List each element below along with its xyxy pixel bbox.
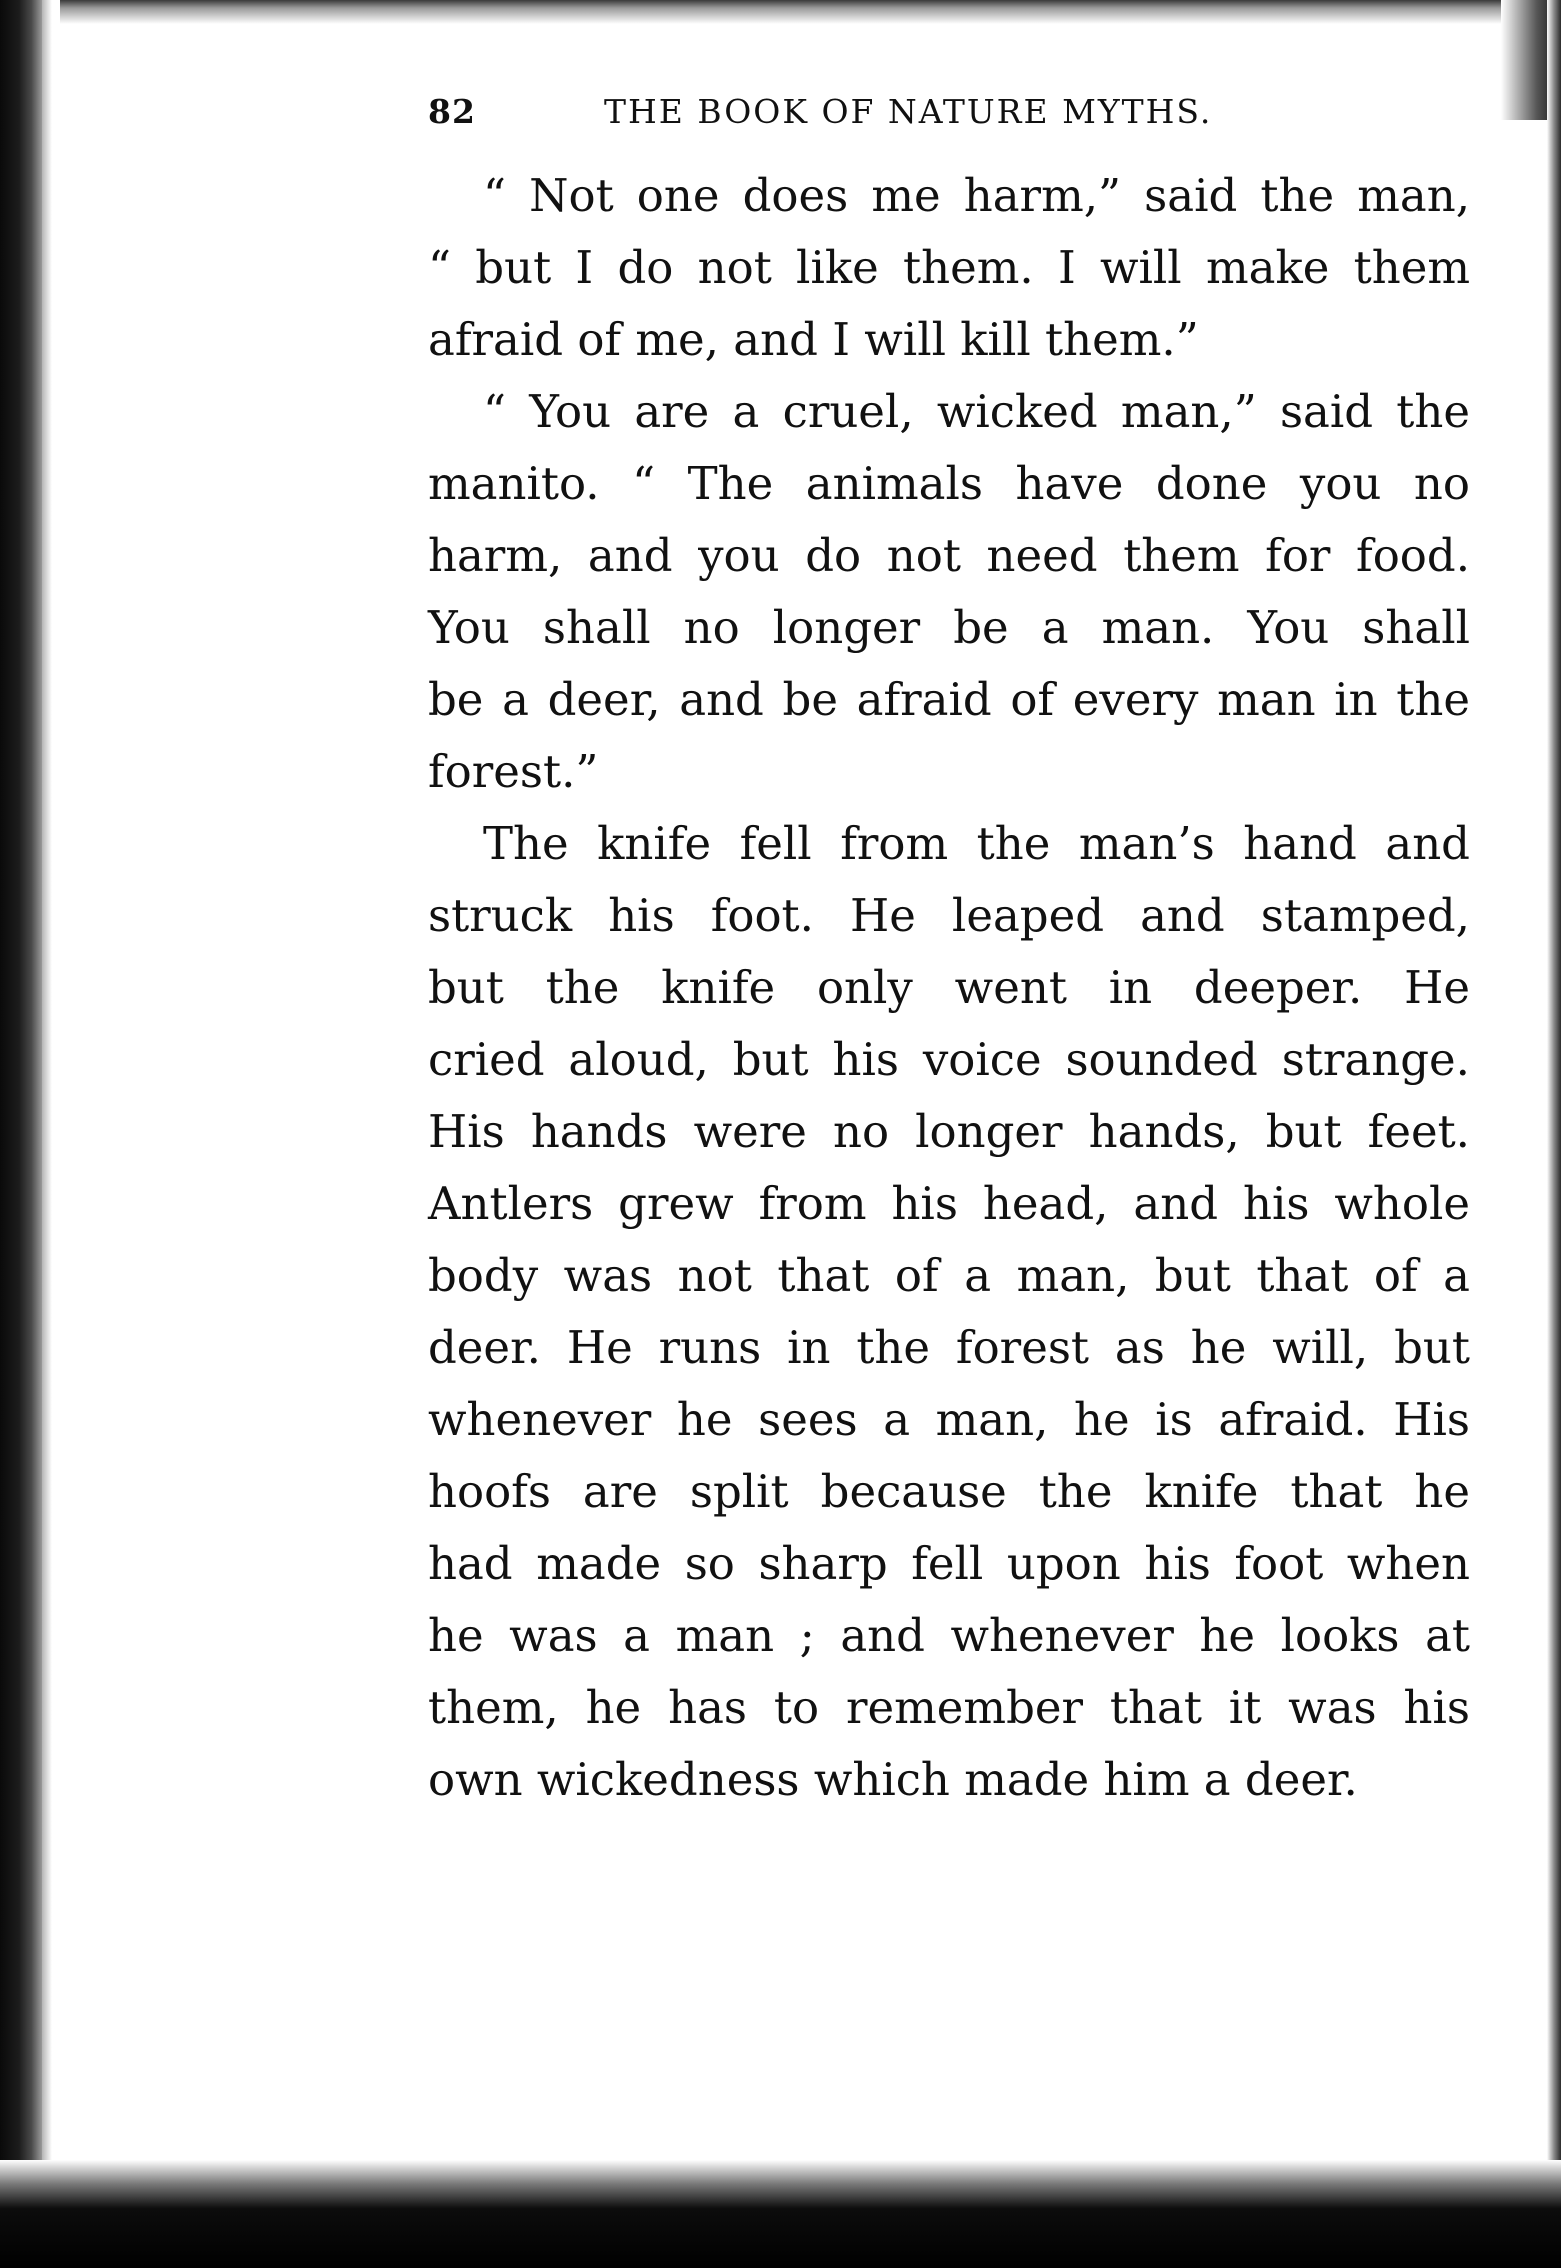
text-line: but the knife only went in deeper. He (428, 961, 1470, 1014)
text-line: deer. He runs in the forest as he will, but (428, 1321, 1470, 1374)
text-line: hoofs are split because the knife that he (428, 1465, 1470, 1518)
running-title: THE BOOK OF NATURE MYTHS. (604, 92, 1213, 131)
page-top-edge-shadow (60, 0, 1561, 40)
text-line: he was a man ; and whenever he looks at (428, 1609, 1470, 1662)
page-right-edge-shadow (1547, 0, 1561, 2268)
text-line: Antlers grew from his head, and his whole (428, 1177, 1470, 1230)
text-line: be a deer, and be afraid of every man in the (428, 673, 1470, 726)
text-line: had made so sharp fell upon his foot when (428, 1537, 1470, 1590)
text-line: body was not that of a man, but that of a (428, 1249, 1470, 1302)
text-line: cried aloud, but his voice sounded strange. (428, 1033, 1470, 1086)
text-line: “ You are a cruel, wicked man,” said the (483, 385, 1470, 438)
text-line: forest.” (428, 745, 599, 798)
page-content (428, 80, 1470, 1816)
text-line: harm, and you do not need them for food. (428, 529, 1470, 582)
text-line: manito. “ The animals have done you no (428, 457, 1470, 510)
book-spine-shadow (0, 0, 42, 2268)
text-line: own wickedness which made him a deer. (428, 1753, 1358, 1806)
page-number: 82 (428, 92, 476, 131)
running-head (428, 80, 1470, 140)
text-line: them, he has to remember that it was his (428, 1681, 1470, 1734)
text-line: struck his foot. He leaped and stamped, (428, 889, 1470, 942)
text-line: “ Not one does me harm,” said the man, (483, 169, 1470, 222)
text-line: whenever he sees a man, he is afraid. His (428, 1393, 1470, 1446)
page-bottom-shadow (0, 2160, 1561, 2268)
body-text (428, 160, 1470, 1816)
text-line: afraid of me, and I will kill them.” (428, 313, 1199, 366)
spine-fade (42, 0, 52, 2268)
text-line: The knife fell from the man’s hand and (483, 817, 1470, 870)
text-line: His hands were no longer hands, but feet. (428, 1105, 1470, 1158)
text-line: You shall no longer be a man. You shall (428, 601, 1470, 654)
text-line: “ but I do not like them. I will make them (428, 241, 1470, 294)
